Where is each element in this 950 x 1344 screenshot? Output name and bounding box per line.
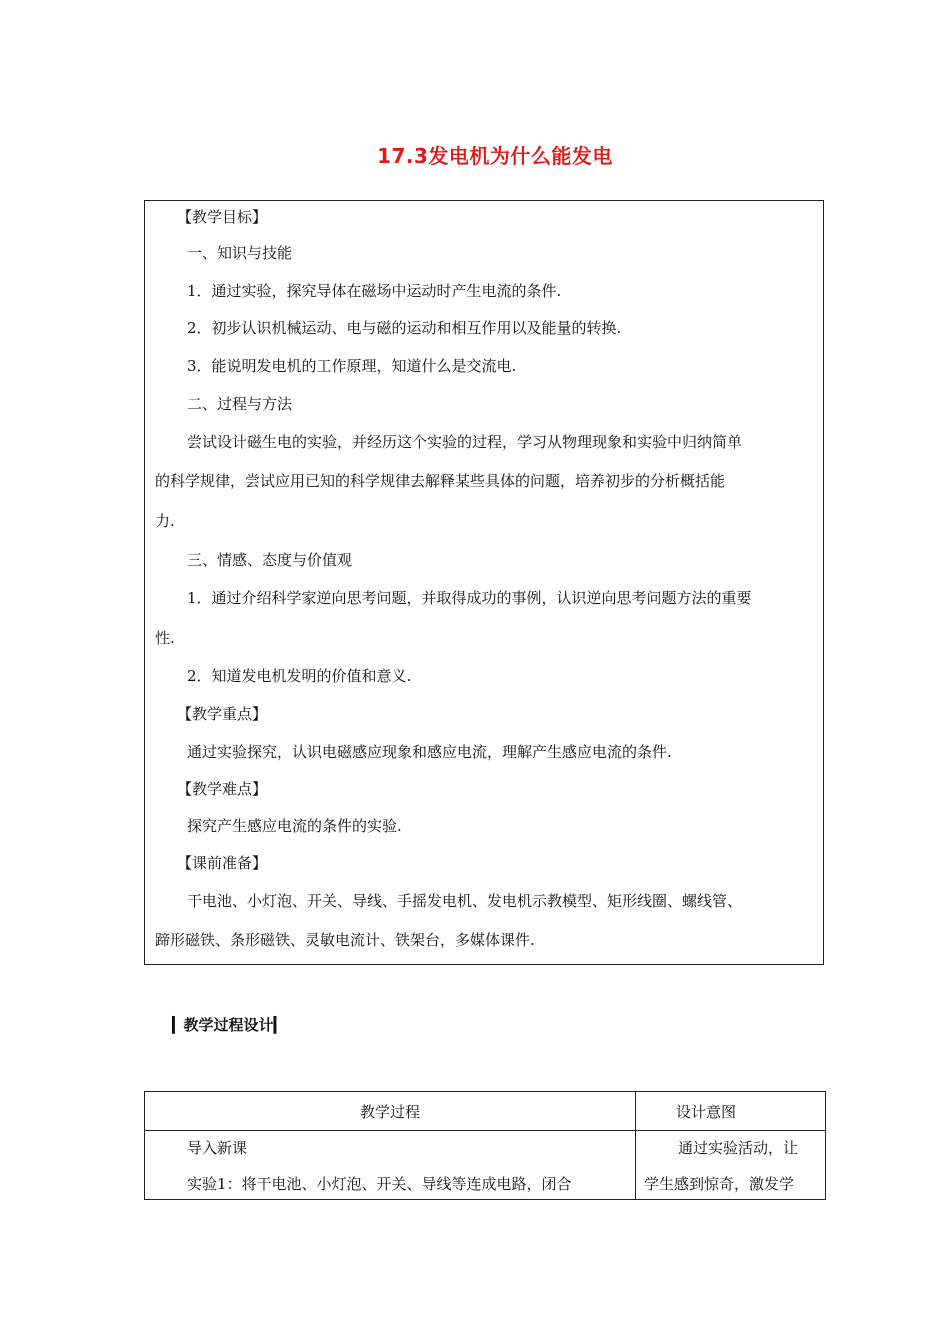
key-points-text: 通过实验探究，认识电磁感应现象和感应电流，理解产生感应电流的条件.	[187, 743, 672, 761]
objectives-box	[144, 200, 824, 965]
intent-line: 学生感到惊奇，激发学	[644, 1175, 795, 1193]
table-row	[145, 1131, 826, 1200]
intent-line: 通过实验活动，让	[678, 1139, 799, 1157]
intent-cell	[636, 1131, 826, 1200]
process-method-heading: 二、过程与方法	[187, 395, 293, 413]
process-design-heading: ▎教学过程设计▎	[172, 1016, 286, 1034]
difficulties-heading: 【教学难点】	[177, 780, 268, 798]
objective-item: 1．通过实验，探究导体在磁场中运动时产生电流的条件.	[187, 282, 562, 300]
document-title: 17.3发电机为什么能发电	[377, 144, 613, 168]
objective-item-cont: 性.	[155, 629, 175, 647]
attitude-heading: 三、情感、态度与价值观	[187, 551, 353, 569]
process-table	[144, 1091, 826, 1200]
process-line: 导入新课	[187, 1139, 248, 1157]
process-line: 实验1：将干电池、小灯泡、开关、导线等连成电路，闭合	[187, 1175, 572, 1193]
objective-item: 1．通过介绍科学家逆向思考问题，并取得成功的事例，认识逆向思考问题方法的重要	[187, 589, 752, 607]
difficulties-text: 探究产生感应电流的条件的实验.	[187, 817, 402, 835]
key-points-heading: 【教学重点】	[177, 705, 268, 723]
column-header-process: 教学过程	[145, 1092, 636, 1131]
column-header-intent: 设计意图	[636, 1092, 826, 1131]
objective-item: 3．能说明发电机的工作原理，知道什么是交流电.	[187, 357, 517, 375]
objective-item: 2．初步认识机械运动、电与磁的运动和相互作用以及能量的转换.	[187, 319, 622, 337]
table-header-row	[145, 1092, 826, 1131]
process-cell	[145, 1131, 636, 1200]
knowledge-heading: 一、知识与技能	[187, 244, 293, 262]
paragraph-line: 尝试设计磁生电的实验，并经历这个实验的过程，学习从物理现象和实验中归纳简单	[187, 433, 743, 451]
paragraph-line: 的科学规律，尝试应用已知的科学规律去解释某些具体的问题，培养初步的分析概括能	[155, 472, 726, 490]
objectives-heading: 【教学目标】	[177, 208, 268, 226]
objective-item: 2．知道发电机发明的价值和意义.	[187, 667, 412, 685]
preparation-text: 蹄形磁铁、条形磁铁、灵敏电流计、铁架台，多媒体课件.	[155, 931, 535, 949]
preparation-text: 干电池、小灯泡、开关、导线、手摇发电机、发电机示教模型、矩形线圈、螺线管、	[187, 892, 743, 910]
paragraph-line: 力.	[155, 512, 175, 530]
preparation-heading: 【课前准备】	[177, 854, 268, 872]
